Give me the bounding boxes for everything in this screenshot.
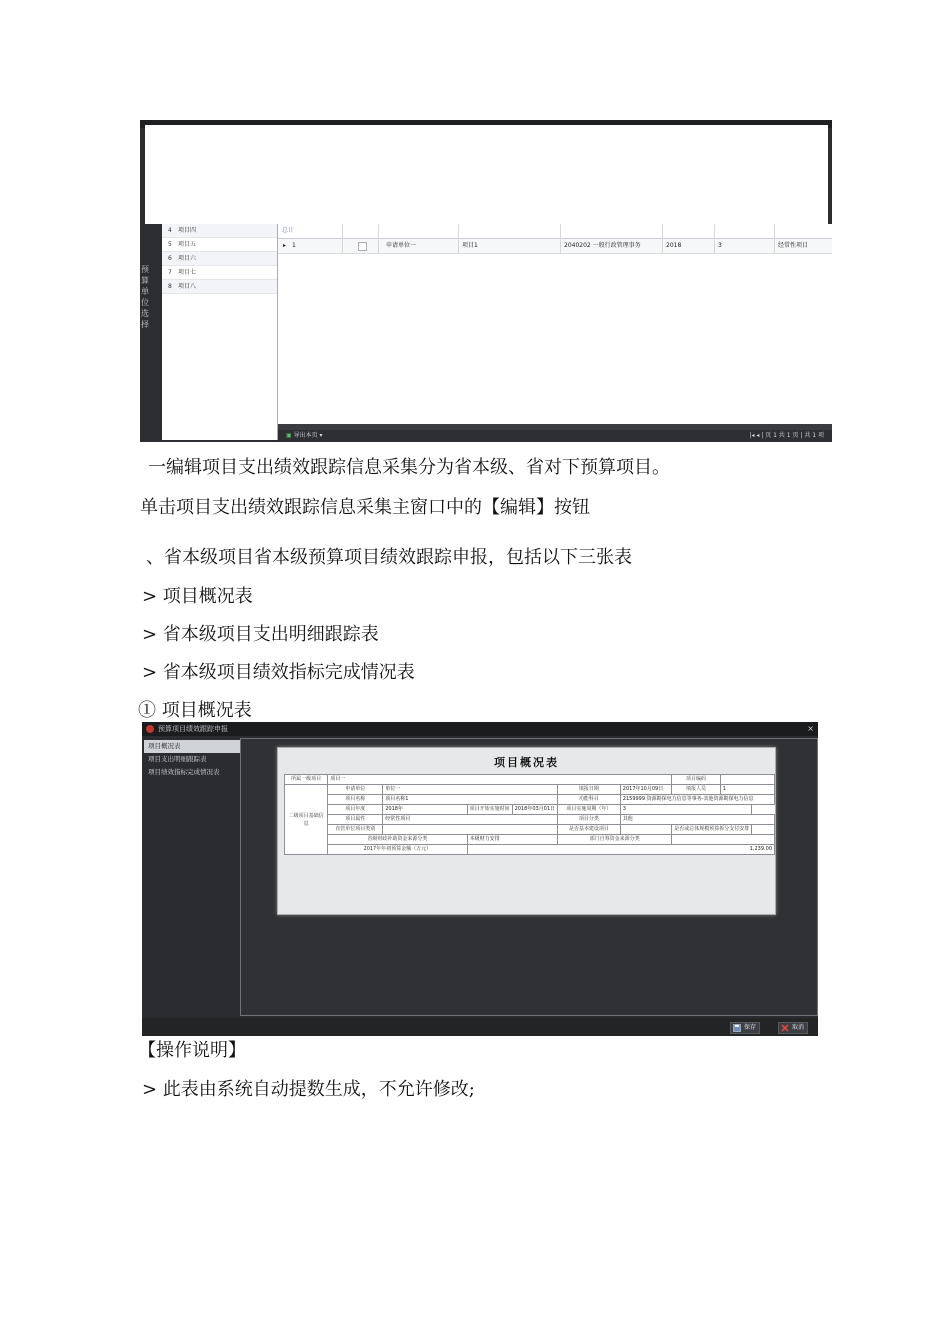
tree-item[interactable]: 6 项目六	[162, 252, 277, 266]
redacted-area	[145, 125, 828, 224]
row-checkbox[interactable]	[358, 242, 367, 251]
chevron-down-icon: ▾	[319, 432, 323, 439]
action-bar	[142, 1018, 818, 1036]
close-icon[interactable]: ×	[807, 724, 814, 733]
operation-note-text: > 此表由系统自动提数生成，不允许修改;	[142, 1079, 475, 1100]
column-divider	[560, 224, 561, 254]
row-arrow-icon: ▸	[283, 242, 287, 249]
list-item-table-3: > 省本级项目绩效指标完成情况表	[142, 662, 415, 683]
app-logo-icon	[146, 725, 154, 733]
side-label: 二级项目基础信息	[285, 785, 328, 855]
cell-unit: 申请单位一	[386, 242, 417, 249]
nav-item-expense-detail[interactable]: 项目支出明细跟踪表	[148, 755, 207, 763]
row-index: 1	[292, 242, 296, 249]
column-divider	[774, 224, 775, 254]
form-nav	[144, 740, 240, 1010]
table-row: 项目年度 2018年 项目开始实施时间 2018年03月01日 项目实施周期（年） 3	[285, 805, 775, 815]
window-title: 预算项目绩效跟踪申报	[158, 725, 228, 733]
base-construction-checkbox[interactable]	[620, 825, 672, 835]
cell-year: 2018	[666, 242, 682, 249]
nav-item-performance[interactable]: 项目绩效指标完成情况表	[148, 768, 220, 776]
cancel-icon	[781, 1024, 789, 1032]
cell-period: 3	[718, 242, 722, 249]
excel-icon: ▣	[286, 432, 292, 439]
cancel-button[interactable]: 取消	[778, 1022, 808, 1034]
tree-item[interactable]: 4 项目四	[162, 224, 277, 238]
grid-total-header: 总计	[278, 224, 832, 239]
card-title: 项目概况表	[494, 756, 559, 769]
column-divider	[714, 224, 715, 254]
table-row: 2017年年初预算金额（万元） 1,239.00	[285, 845, 775, 855]
cell-project: 项目1	[462, 242, 478, 249]
column-divider	[458, 224, 459, 254]
table-row[interactable]	[278, 239, 832, 254]
save-icon	[733, 1024, 741, 1032]
column-divider	[378, 224, 379, 254]
cell-subject: 2040202 一般行政管理事务	[564, 242, 641, 249]
table-row: 项目名称 项目名称1 功能科目 2159999 资源勘探电力信息等事务-其他资源勘探电力信息	[285, 795, 775, 805]
export-page-button[interactable]: ▣ 导出本页 ▾	[286, 432, 323, 439]
table-row: 二级项目基础信息 申请单位 单位一 填报日期 2017年10月09日 填报人员 1	[285, 785, 775, 795]
table-row: 所属一级项目 项目一 项目编码	[285, 775, 775, 785]
overview-card	[277, 747, 776, 915]
pager-bar	[278, 430, 832, 442]
window-titlebar	[142, 722, 818, 736]
save-button[interactable]: 保存	[730, 1022, 760, 1034]
pagination[interactable]: |◂ ◂ | 页 1 共 1 页 | 共 1 项	[749, 432, 824, 439]
nav-item-overview[interactable]: 项目概况表	[144, 740, 240, 753]
section-heading-overview: ① 项目概况表	[138, 700, 252, 721]
screenshot-overview-form	[142, 722, 818, 1036]
list-item-table-1: > 项目概况表	[142, 586, 253, 607]
screenshot-project-list	[140, 120, 832, 442]
sidebar-vertical-label: 预算单位选择	[141, 265, 149, 329]
list-item-table-2: > 省本级项目支出明细跟踪表	[142, 624, 379, 645]
overview-table	[284, 774, 775, 855]
table-row: 项目属性 经常性项目 项目分类 其他	[285, 815, 775, 825]
table-row: 直管单位项目类别 是否基本建设项目 是否或总体规模预算拆分支付安排	[285, 825, 775, 835]
paragraph-edit-button: 单击项目支出绩效跟踪信息采集主窗口中的【编辑】按钮	[140, 497, 590, 518]
operation-note-heading: 【操作说明】	[138, 1040, 246, 1061]
cell-type: 经常性项目	[778, 242, 809, 249]
table-row: 省级财政补助资金来源分类 本级财力安排 部门自筹资金来源分类	[285, 835, 775, 845]
paragraph-edit-intro: 一编辑项目支出绩效跟踪信息采集分为省本级、省对下预算项目。	[148, 457, 670, 478]
form-content	[240, 738, 818, 1016]
tree-item[interactable]: 7 项目七	[162, 266, 277, 280]
unit-select-sidebar[interactable]	[140, 224, 162, 442]
project-tree	[162, 224, 278, 440]
column-divider	[662, 224, 663, 254]
paragraph-three-tables: 、省本级项目省本级预算项目绩效跟踪申报，包括以下三张表	[146, 547, 632, 568]
data-grid	[278, 224, 832, 424]
split-payment-checkbox[interactable]	[752, 825, 775, 835]
tree-item[interactable]: 5 项目五	[162, 238, 277, 252]
column-divider	[342, 224, 343, 254]
tree-item[interactable]: 8 项目八	[162, 280, 277, 294]
